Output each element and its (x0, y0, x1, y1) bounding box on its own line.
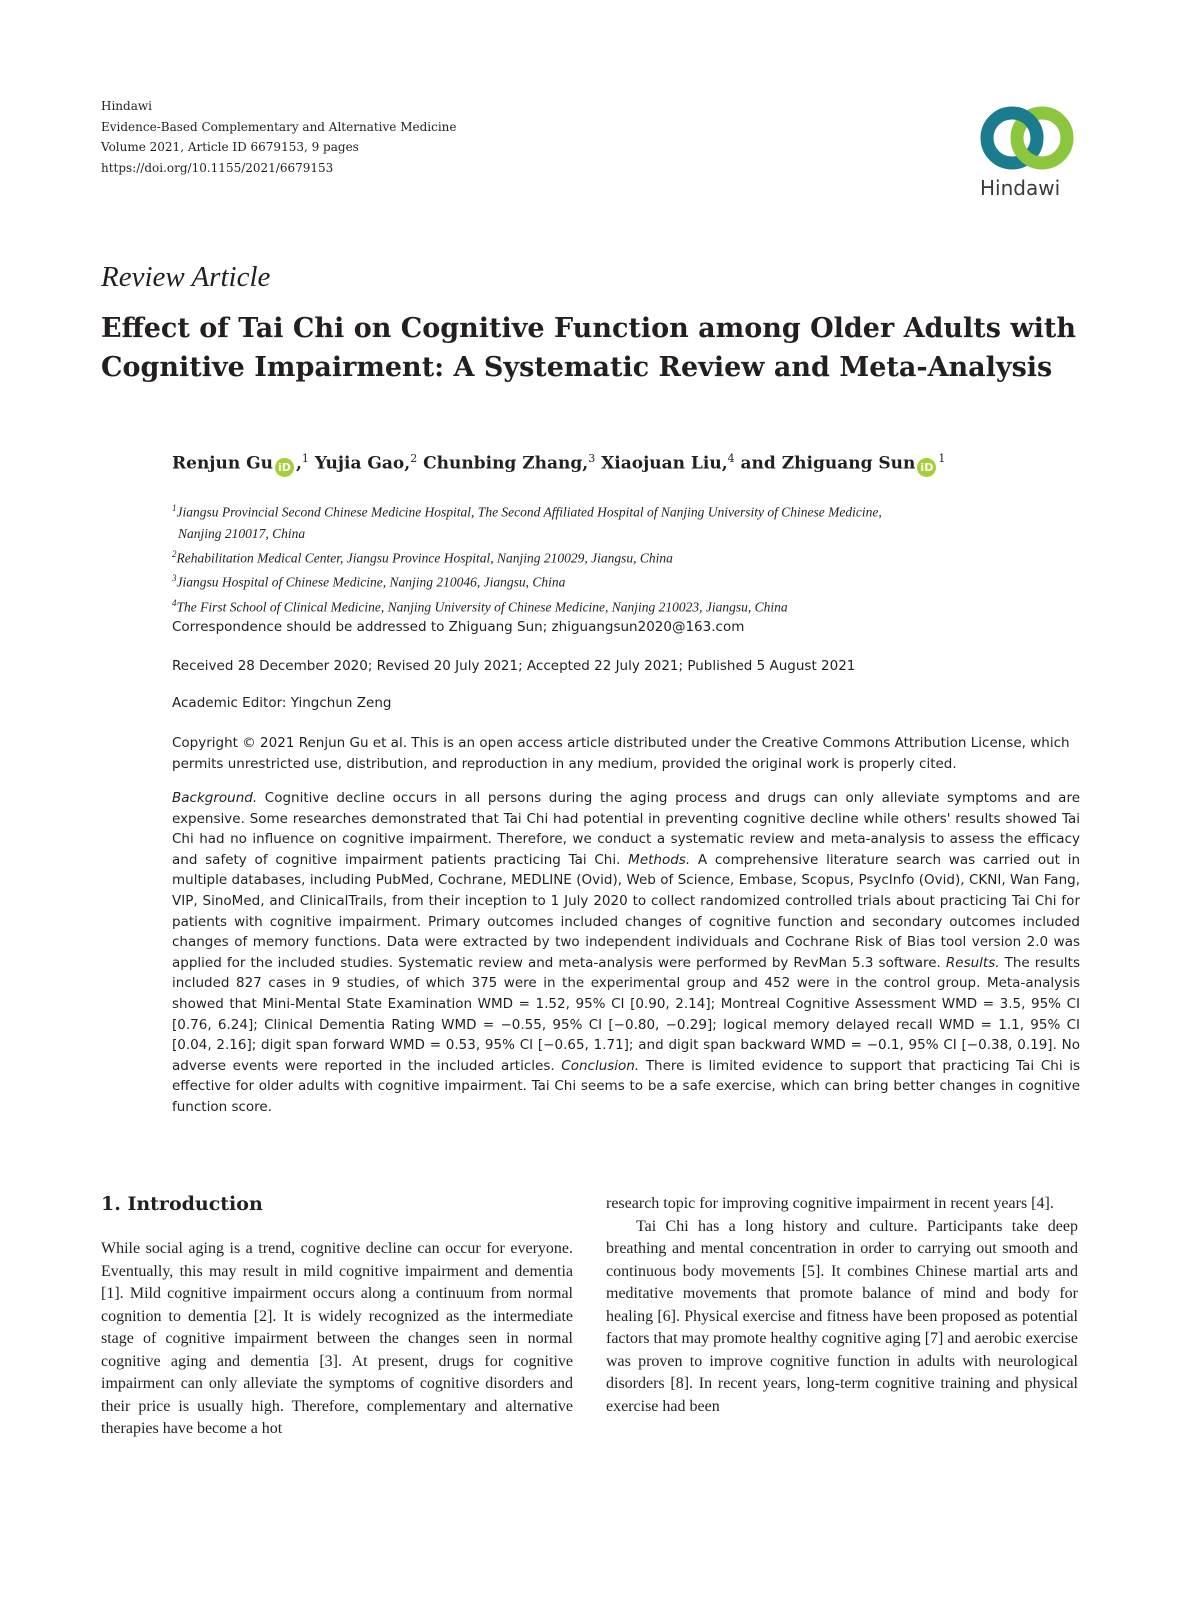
volume-info: Volume 2021, Article ID 6679153, 9 pages (101, 140, 359, 154)
affiliation-1 (172, 498, 1092, 523)
author-name: Chunbing Zhang (423, 453, 583, 474)
affil-marker: 2 (410, 452, 418, 465)
body-column-left (101, 1238, 573, 1441)
section-heading: 1. Introduction (101, 1193, 263, 1215)
affil-marker: 1 (301, 452, 309, 465)
article-type: Review Article (101, 261, 271, 293)
author-name: Yujia Gao (314, 453, 405, 474)
affil-number: 2 (172, 548, 177, 559)
hindawi-logo (976, 102, 1084, 200)
abstract-methods: A comprehensive literature search was carried out in multiple databases, including PubMed, Cochrane, MEDLINE (Ovid), Web of Science, Embase, Scopus, PsycInfo (Ovid), CKNI, Wan Fang, VIP, SinoMed, and ClinicalTrails, from their inception to 1 July 2020 to collect randomized controlled trials about practicing Tai Chi for patients with cognitive impairment. Primary outcomes included changes of cognitive function and secondary outcomes included changes of memory functions. Data were extracted by two independent individuals and Cochrane Risk of Bias tool version 2.0 was applied for the included studies. Systematic review and meta-analysis were performed by RevMan 5.3 software. (172, 851, 1081, 971)
abstract-background-label: Background. (172, 790, 258, 806)
body-column-right (606, 1193, 1078, 1418)
affiliation-4 (172, 593, 1092, 618)
journal-metadata (101, 96, 457, 178)
author-list: Renjun Gu iD ,$^1$ Yujia Gao,$^2$ Chunbing Zhang,$^3$ Xiaojuan Liu,$^4$ and Zhiguang Sun $iD^1$ (172, 452, 945, 477)
hindawi-rings-icon (976, 102, 1080, 174)
affil-text: The First School of Clinical Medicine, Nanjing University of Chinese Medicine, Nanjing 210023, Jiangsu, China (176, 599, 788, 614)
affil-marker: 3 (588, 452, 596, 465)
abstract-results: The results included 827 cases in 9 studies, of which 375 were in the experimental group and 452 were in the control group. Meta-analysis showed that Mini-Mental State Examination WMD = 1.52, 95% CI [0.90, 2.14]; Montreal Cognitive Assessment WMD = 3.5, 95% CI [0.76, 6.24]; Clinical Dementia Rating WMD = −0.55, 95% CI [−0.80, −0.29]; logical memory delayed recall WMD = 1.1, 95% CI [0.04, 2.16]; digit span forward WMD = 0.53, 95% CI [−0.65, 1.71]; and digit span backward WMD = −0.1, 95% CI [−0.38, 0.19]. No adverse events were reported in the included articles. (172, 954, 1080, 1074)
author-name: Renjun Gu (172, 453, 273, 474)
article-dates: Received 28 December 2020; Revised 20 July 2021; Accepted 22 July 2021; Published 5 August 2021 (172, 658, 856, 674)
orcid-icon[interactable]: iD (275, 458, 294, 477)
author-name: Xiaojuan Liu (601, 453, 722, 474)
abstract (172, 788, 1080, 1118)
logo-wordmark: Hindawi (980, 176, 1061, 200)
body-paragraph: While social aging is a trend, cognitive decline can occur for everyone. Eventually, this may result in mild cognitive impairment and dementia [1]. Mild cognitive impairment occurs along a continuum from normal cognition to dementia [2]. It is widely recognized as the intermediate stage of cognitive impairment between the changes seen in normal cognitive aging and dementia [3]. At present, drugs for cognitive impairment can only alleviate the symptoms of cognitive disorders and their price is usually high. Therefore, complementary and alternative therapies have become a hot (101, 1240, 573, 1437)
author-conjunction: and (740, 453, 776, 474)
body-paragraph: Tai Chi has a long history and culture. Participants take deep breathing and mental concentration in order to carrying out smooth and continuous body movements [5]. It combines Chinese martial arts and meditative movements that promote balance of mind and body for healing [6]. Physical exercise and fitness have been proposed as potential factors that may promote healthy cognitive aging [7] and aerobic exercise was proven to improve cognitive function in adults with neurological disorders [8]. In recent years, long-term cognitive training and physical exercise had been (606, 1217, 1078, 1415)
affil-number: 4 (172, 597, 177, 608)
body-paragraph: research topic for improving cognitive impairment in recent years [4]. (606, 1195, 1054, 1212)
affil-number: 1 (172, 503, 177, 513)
affil-number: 3 (172, 573, 177, 583)
abstract-conclusion-label: Conclusion. (561, 1057, 640, 1074)
abstract-background: Cognitive decline occurs in all persons during the aging process and drugs can only alleviate symptoms and are expensive. Some researches demonstrated that Tai Chi had potential in preventing cognitive decline while others' results showed Tai Chi had no influence on cognitive impairment. Therefore, we conduct a systematic review and meta-analysis to assess the efficacy and safety of cognitive impairment patients practicing Tai Chi. (172, 790, 1080, 868)
affiliation-2 (172, 544, 1092, 569)
doi-link[interactable]: https://doi.org/10.1155/2021/6679153 (101, 160, 334, 175)
journal-name: Evidence-Based Complementary and Alternative Medicine (101, 119, 457, 134)
affil-text: Rehabilitation Medical Center, Jiangsu Province Hospital, Nanjing 210029, Jiangsu, China (176, 550, 673, 565)
affil-text: Jiangsu Provincial Second Chinese Medicine Hospital, The Second Affiliated Hospital of Nanjing University of Chinese Medicine, (176, 504, 882, 520)
abstract-methods-label: Methods. (628, 851, 691, 868)
affil-text: Jiangsu Hospital of Chinese Medicine, Nanjing 210046, Jiangsu, China (176, 574, 566, 590)
affiliations (172, 498, 1092, 617)
affil-marker: 1 (938, 452, 946, 465)
academic-editor: Academic Editor: Yingchun Zeng (172, 695, 392, 711)
orcid-icon[interactable]: iD (917, 458, 936, 477)
abstract-results-label: Results. (945, 954, 1000, 971)
affiliation-3 (172, 568, 1092, 593)
abstract-conclusion: There is limited evidence to support that practicing Tai Chi is effective for older adults with cognitive impairment. Tai Chi seems to be a safe exercise, which can bring better changes in cognitive function score. (172, 1057, 1080, 1115)
publisher-name: Hindawi (101, 99, 152, 113)
copyright-notice: Copyright © 2021 Renjun Gu et al. This is an open access article distributed under the Creative Commons Attribution License, which permits unrestricted use, distribution, and reproduction in any medium, provided the original work is properly cited. (172, 735, 1070, 772)
author-name: Zhiguang Sun (781, 453, 916, 474)
article-title: Effect of Tai Chi on Cognitive Function among Older Adults with Cognitive Impairment: A Systematic Review and Meta-Analysis (101, 313, 1076, 383)
affil-marker: 4 (727, 452, 735, 465)
affiliation-1-cont: Nanjing 210017, China (178, 525, 306, 541)
correspondence: Correspondence should be addressed to Zhiguang Sun; zhiguangsun2020@163.com (172, 619, 745, 635)
